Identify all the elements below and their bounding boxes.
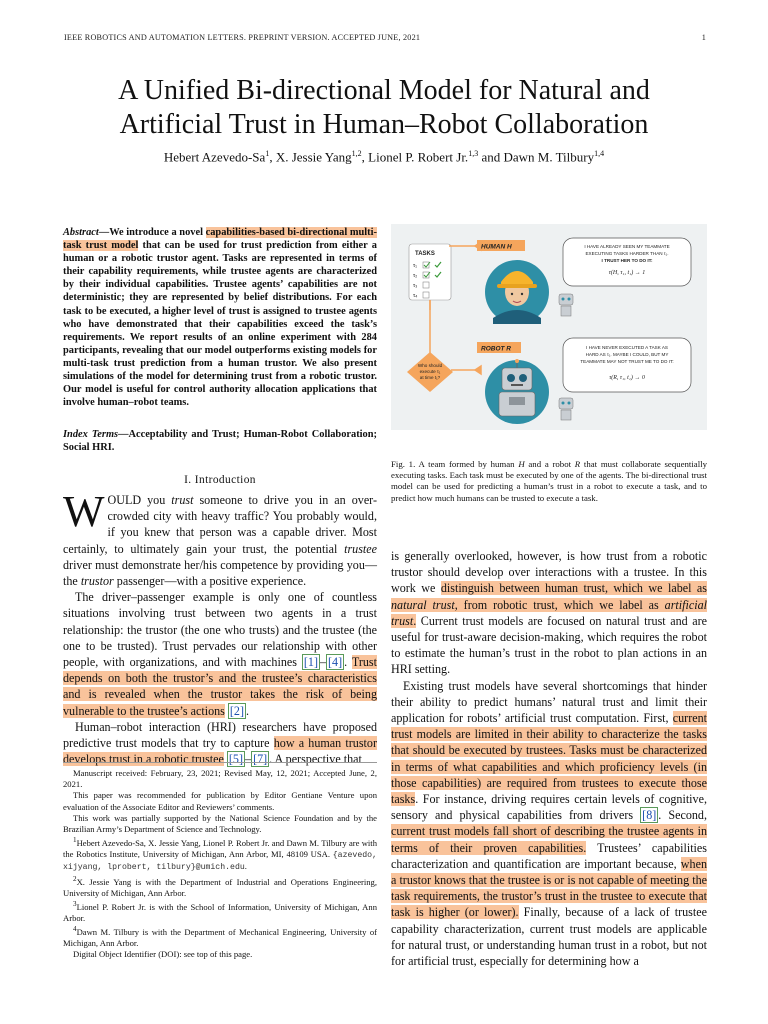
abstract-highlight[interactable]: capabilities-based bi-directional multi-task trust model <box>63 227 377 252</box>
caption-label: Fig. 1. <box>391 459 416 469</box>
highlighted-text[interactable]: current trust models fall short of describing the trustee agents in terms of their proven capabilities. <box>391 824 707 855</box>
italic-term: trust <box>171 493 194 507</box>
citation-link[interactable]: [8] <box>642 808 657 823</box>
text-run: Lionel P. Robert Jr. is with the School of Information, University of Michigan, Ann Arbor. <box>63 901 377 924</box>
author-4-affil: 1,4 <box>594 149 605 158</box>
human-label: HUMAN H <box>481 243 512 251</box>
intro-paragraph-2 <box>63 589 377 719</box>
diamond-text: Who should <box>417 363 443 368</box>
citation-link[interactable]: [7] <box>253 752 268 767</box>
author-3: , Lionel P. Robert Jr. <box>361 149 469 165</box>
text-run: , from robotic trust, which we label as <box>454 597 665 612</box>
decision-diamond <box>407 352 453 392</box>
figure-1-caption <box>391 459 707 504</box>
footnote-affiliation-3 <box>63 899 377 924</box>
text-run: distinguish between human trust, which we label as <box>440 581 707 596</box>
text-run: Existing trust models have several shortcomings that hinder their ability to predict humans’ natural trust and limit their application for robots’ artificial trust computation. First, <box>391 678 707 726</box>
italic-term: R <box>574 459 581 469</box>
author-2: , X. Jessie Yang <box>269 149 352 165</box>
citation-link[interactable]: [1] <box>303 655 318 670</box>
title-line-2: Artificial Trust in Human–Robot Collaboration <box>119 109 649 140</box>
text-run: passenger—with a positive experience. <box>113 574 307 589</box>
footnote-mark: 1 <box>73 836 77 845</box>
intro-paragraph-3 <box>63 719 377 768</box>
footnote-affiliation-1 <box>63 835 377 873</box>
text-run: and a robot <box>524 459 575 469</box>
section-heading-introduction: I. Introduction <box>184 474 256 486</box>
bubble-formula: τ(R, τ₁, t₁) → 0 <box>609 375 645 381</box>
text-run: Human–robot interaction (HRI) researchers have proposed predictive trust models that try to capture <box>63 719 377 751</box>
text-run: . <box>413 613 417 628</box>
text-run: – <box>245 752 252 767</box>
author-4: and Dawn M. Tilbury <box>478 149 595 165</box>
bubble-text: TEAMMATE MAY NOT TRUST ME TO DO IT: <box>580 359 674 364</box>
highlighted-text[interactable]: how a human trustor develops trust in a robotic trustee <box>63 736 377 767</box>
abstract <box>63 226 377 409</box>
author-emails[interactable]: {azevedo, xijyang, lprobert, tilbury}@umich.edu <box>63 851 377 873</box>
text-run: . <box>246 703 250 718</box>
footnotes <box>63 768 377 961</box>
bubble-formula: τ(H, τ₁, t₁) → 1 <box>608 270 646 276</box>
text-run: . <box>244 861 247 872</box>
italic-term: H <box>518 459 525 469</box>
bubble-text: I HAVE NEVER EXECUTED A TASK AS <box>586 345 668 350</box>
drop-cap: W <box>63 487 105 536</box>
task-row: τ₃ <box>413 283 418 289</box>
footnote-mark: 2 <box>73 874 77 883</box>
text-run: . Second, <box>658 808 707 823</box>
tasks-card <box>409 244 451 300</box>
checkbox-icon <box>423 292 429 298</box>
index-terms <box>63 428 377 454</box>
text-run: Current trust models are focused on natural trust and are useful for trust-aware decision-making, which requires the robot to estimate the human’s trust in the robot to plan actions in an HRI setting. <box>391 613 707 677</box>
highlighted-text[interactable]: current trust models are limited in their ability to characterize the tasks that should be executed by trustees. Tasks must be characterized in terms of what capabilities and which proficiency levels (in those capabilities) are required from trustees to execute those tasks <box>391 711 707 807</box>
text-run: . For instance, driving requires certain levels of cognitive, sensory and physical capabilities from drivers <box>391 792 707 823</box>
diamond-text: at time t₁? <box>419 375 441 380</box>
text-run: OULD you <box>107 493 172 507</box>
text-run: . A perspective that <box>269 752 362 767</box>
citation-link[interactable]: [4] <box>328 655 343 670</box>
tasks-label: TASKS <box>415 251 435 257</box>
title-line-1: A Unified Bi-directional Model for Natural and <box>118 75 650 106</box>
intro-body-left <box>63 487 377 767</box>
abstract-text-2: that can be used for trust prediction from either a human or a robotic trustor agent. Tasks are represented in terms of their capability requirements, while trustee agents are characterized by their individual capabilities. Trustee agents’ capabilities are not deterministic; they are represented by belief distributions. For each task to be executed, a higher level of trust is assigned to trustee agents who have demonstrated that their capabilities exceed the task’s requirements. We report results of an online experiment with 284 participants, revealing that our model outperforms existing models for multi-task trust prediction from a human trustor. We also present simulations of the model for determining trust from a robotic trustor. Our model is useful for control authority allocation applications that involve human–robot teams. <box>63 240 377 409</box>
task-row: τ₂ <box>413 273 418 279</box>
index-terms-text: —Acceptability and Trust; Human-Robot Collaboration; Social HRI. <box>63 429 377 454</box>
author-list <box>40 149 728 165</box>
footnote-editor: This paper was recommended for publication by Editor Gentiane Venture upon evaluation of the Associate Editor and Reviewers’ comments. <box>63 790 377 812</box>
footnote-funding: This work was partially supported by the National Science Foundation and by the Brazilian Army’s Department of Science and Technology. <box>63 812 377 835</box>
human-avatar <box>485 260 549 324</box>
text-run: – <box>319 655 327 670</box>
intro-paragraph-1 <box>63 487 377 589</box>
text-run: driver must demonstrate her/his competence by providing you—the <box>63 557 377 589</box>
right-paragraph-1 <box>391 548 707 678</box>
citation-link[interactable]: [2] <box>229 703 245 718</box>
abstract-text-1: —We introduce a novel <box>98 227 206 238</box>
task-row: τ₁ <box>413 263 418 269</box>
italic-term: trustor <box>80 574 114 589</box>
italic-term: trustee <box>344 541 377 556</box>
text-run: Dawn M. Tilbury is with the Department of Mechanical Engineering, University of Michigan, Ann Arbor. <box>63 927 377 949</box>
italic-term: artificial trust <box>391 597 707 628</box>
checkbox-icon <box>423 282 429 288</box>
robot-speech-bubble <box>563 338 691 392</box>
footnote-affiliation-2 <box>63 874 377 899</box>
text-run: that must collaborate sequentially executing tasks. Each task must be executed by one of the agents. The bi-directional trust model can be used for predicting a human’s trust in a robot to execute a task, and to predict how much humans can be trusted to execute a task. <box>391 459 707 503</box>
text-run: . <box>344 655 352 670</box>
text-run: A team formed by human <box>415 459 519 469</box>
diamond-text: execute τ₁ <box>419 369 441 374</box>
figure-1-illustration <box>391 224 707 430</box>
running-header: IEEE ROBOTICS AND AUTOMATION LETTERS. PREPRINT VERSION. ACCEPTED JUNE, 2021 <box>64 33 421 42</box>
bubble-text: I HAVE ALREADY SEEN MY TEAMMATE <box>584 244 670 249</box>
footnote-received: Manuscript received: February, 23, 2021; Revised May, 12, 2021; Accepted June, 2, 2021. <box>63 768 377 790</box>
italic-term: natural trust <box>391 597 455 612</box>
highlighted-text[interactable]: Trust depends on both the trustor’s and the trustee’s characteristics and is revealed when the trustor takes the risk of being vulnerable to the trustee’s actions <box>63 655 377 718</box>
author-2-affil: 1,2 <box>351 149 362 158</box>
right-paragraph-2 <box>391 678 707 970</box>
footnote-mark: 3 <box>73 899 77 908</box>
bubble-text: EXECUTING TASKS HARDER THAN τ₁. <box>585 251 669 256</box>
robot-avatar <box>485 359 549 424</box>
author-1: Hebert Azevedo-Sa <box>163 149 266 165</box>
small-robot-icon <box>559 294 573 316</box>
abstract-lead: Abstract <box>63 227 99 238</box>
robot-label: ROBOT R <box>481 345 511 353</box>
citation-link[interactable]: [5] <box>228 752 244 767</box>
footnote-affiliation-4 <box>63 924 377 949</box>
paper-title <box>40 74 728 142</box>
page-number: 1 <box>701 33 706 42</box>
footnote-mark: 4 <box>73 925 77 934</box>
author-1-affil: 1 <box>265 149 270 158</box>
author-3-affil: 1,3 <box>468 149 479 158</box>
text-run: The driver–passenger example is only one of countless situations involving trust between two agents in a trust relationship: the trustor (the one who trusts) and the trustee (the one to be trusted). Trust pervades our relationship with other people, with organizations, and with machines <box>63 590 377 670</box>
index-terms-lead: Index Terms <box>63 429 119 440</box>
figure-1 <box>391 224 707 430</box>
text-run: Trustees’ capabilities characterization and quantification are important because, <box>391 840 707 871</box>
bubble-text: HARD AS τ₁. MAYBE I COULD, BUT MY <box>585 352 669 357</box>
bubble-text: I TRUST HER TO DO IT: <box>601 258 653 263</box>
footnote-divider <box>63 762 377 763</box>
small-robot-icon <box>559 398 573 420</box>
text-run: Finally, because of a lack of trustee capability characterization, current trust models are applicable for natural trust, or understanding human trust in a robot, but not for artificial trust, especially for determining how a <box>391 905 707 969</box>
footnote-doi: Digital Object Identifier (DOI): see top of this page. <box>73 949 253 960</box>
highlighted-text[interactable]: when a trustor knows that the trustee is or is not capable of meeting the task requirements, the trustor’s trust in the trustee to execute that task is higher (or lower). <box>391 856 707 920</box>
text-run: is generally overlooked, however, is how trust from a robotic trustor should develop over interactions with a trustee. In this work we <box>391 549 707 596</box>
intro-body-right <box>391 548 707 969</box>
text-run: X. Jessie Yang is with the Department of Industrial and Operations Engineering, University of Michigan, Ann Arbor. <box>63 876 377 898</box>
text-run: someone to drive you in an over-crowded city with heavy traffic? You probably would, if you knew that person was a capable driver. Most certainly, to ultimately gain your trust, the potential <box>63 493 377 556</box>
text-run: Hebert Azevedo-Sa, X. Jessie Yang, Lionel P. Robert Jr. and Dawn M. Tilbury are with the Robotics Institute, University of Michigan, Ann Arbor, MI, 48109 USA. <box>63 838 377 860</box>
task-row: τ₄ <box>413 293 418 299</box>
human-speech-bubble <box>563 238 691 286</box>
